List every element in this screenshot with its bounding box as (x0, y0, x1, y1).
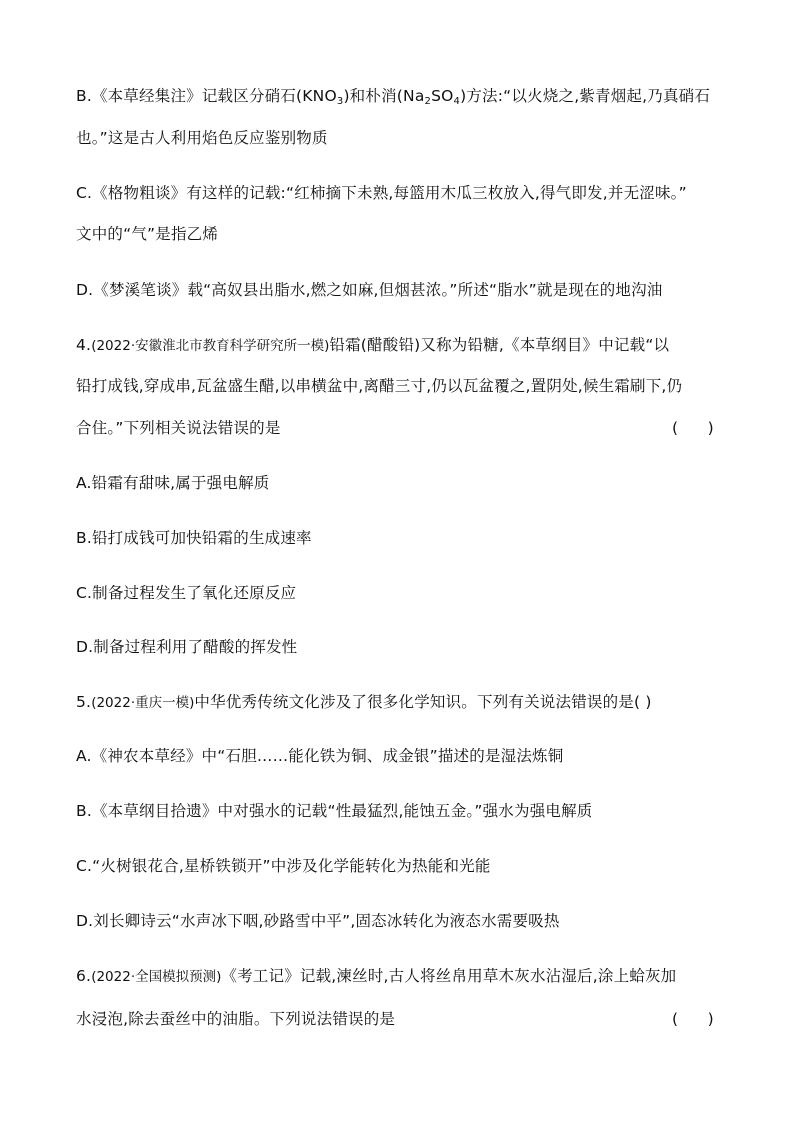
q5-stem (76, 691, 721, 714)
q4-option-d: D.制备过程利用了醋酸的挥发性 (76, 638, 298, 656)
q4-answer-blank: ( ) (672, 419, 714, 437)
q5-source: (2022·重庆一模) (91, 695, 195, 711)
q3-option-b-line2: 也。”这是古人利用焰色反应鉴别物质 (76, 129, 328, 147)
q4-source: (2022·安徽淮北市教育科学研究所一模) (91, 338, 330, 354)
q3-option-d-line1: D.《梦溪笔谈》载“高奴县出脂水,燃之如麻,但烟甚浓。”所述“脂水”就是现在的地沟油 (76, 281, 663, 299)
q5-option-d: D.刘长卿诗云“水声冰下咽,砂路雪中平”,固态冰转化为液态水需要吸热 (76, 912, 560, 930)
q6-source: (2022·全国模拟预测) (91, 969, 222, 985)
q5-option-a: A.《神农本草经》中“石胆……能化铁为铜、成金银”描述的是湿法炼铜 (76, 747, 564, 765)
q3-option-b-line1: B.《本草经集注》记载区分硝石$(KNO_3)$和朴消$(Na_2SO_4)$方法:“以火烧之,紫青烟起,乃真硝石 (76, 87, 711, 107)
q4-option-a: A.铅霜有甜味,属于强电解质 (76, 474, 270, 492)
q5-option-b: B.《本草纲目拾遗》中对强水的记载“性最猛烈,能蚀五金。”强水为强电解质 (76, 802, 593, 820)
q4-stem-line1 (76, 334, 721, 357)
q3-option-c-line1: C.《格物粗谈》有这样的记载:“红柿摘下未熟,每篮用木瓜三枚放入,得气即发,并无涩味。” (76, 184, 687, 202)
q3-option-c-line2: 文中的“气”是指乙烯 (76, 225, 219, 243)
q5-number: 5. (76, 693, 92, 711)
q6-number: 6. (76, 967, 92, 985)
q6-answer-blank: ( ) (672, 1010, 714, 1028)
q4-stem-line3: 合住。”下列相关说法错误的是 (76, 419, 281, 437)
q4-number: 4. (76, 336, 92, 354)
q6-stem-line1 (76, 965, 721, 988)
q6-stem-line2: 水浸泡,除去蚕丝中的油脂。下列说法错误的是 (76, 1010, 396, 1028)
q4-stem-text: 铅霜(醋酸铅)又称为铅糖,《本草纲目》中记载“以 (329, 336, 670, 354)
q4-option-c: C.制备过程发生了氧化还原反应 (76, 584, 297, 602)
q4-option-b: B.铅打成钱可加快铅霜的生成速率 (76, 529, 312, 547)
q5-stem-text: 中华优秀传统文化涉及了很多化学知识。下列有关说法错误的是( ) (194, 693, 652, 711)
q5-option-c: C.“火树银花合,星桥铁锁开”中涉及化学能转化为热能和光能 (76, 857, 491, 875)
q6-stem-text: 《考工记》记载,湅丝时,古人将丝帛用草木灰水沾湿后,涂上蛤灰加 (221, 967, 677, 985)
q4-stem-line2: 铅打成钱,穿成串,瓦盆盛生醋,以串横盆中,离醋三寸,仍以瓦盆覆之,置阴处,候生霜刷下,仍 (76, 377, 683, 395)
